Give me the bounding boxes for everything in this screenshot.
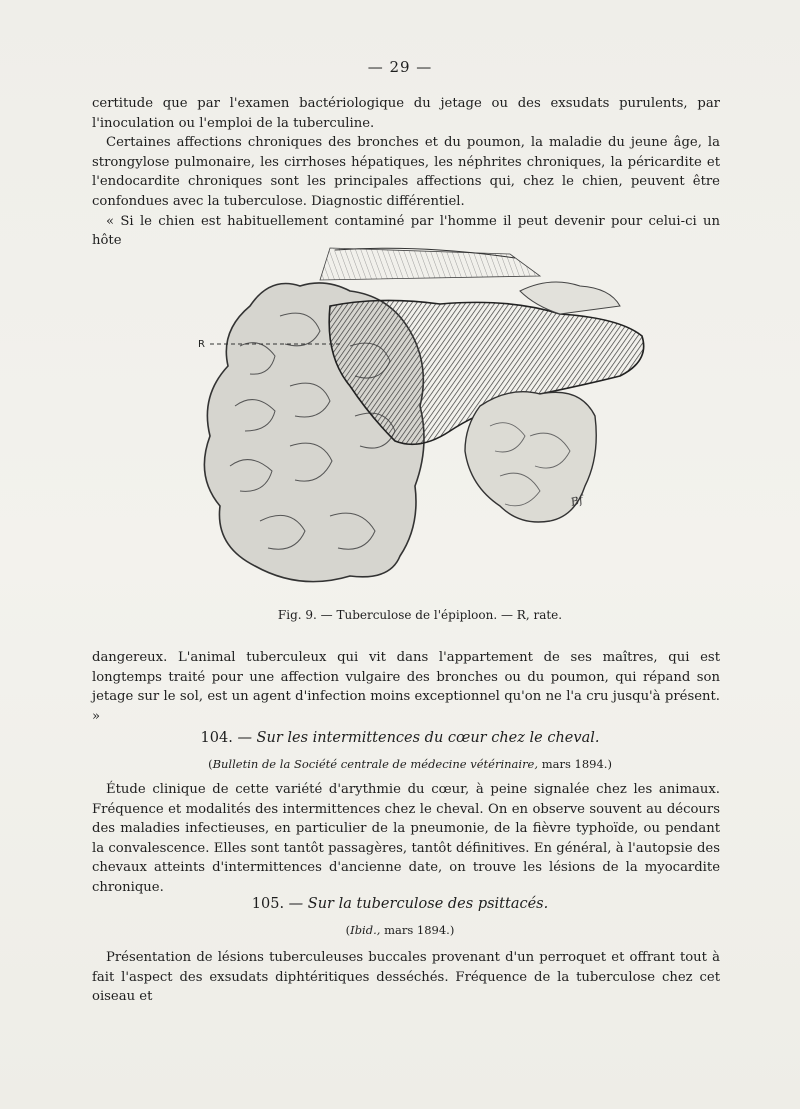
figure-caption: Fig. 9. — Tuberculose de l'épiploon. — R, rate.: [277, 608, 563, 622]
section-105-body-block: [92, 948, 720, 1007]
paragraph-after-figure: dangereux. L'animal tuberculeux qui vit dans l'appartement de ses maîtres, qui est longtemps traité pour une affection vulgaire des bronches ou du poumon, qui répand son jetage sur le sol, est un agent d'infection moins exceptionnel qu'on ne l'a cru jusqu'à présent. »: [92, 650, 720, 724]
section-104-body: Étude clinique de cette variété d'arythmie du cœur, à peine signalée chez les animaux. Fréquence et modalités des intermittences chez le cheval. On en observe souvent au décours des maladies infectieuses, en particulier de la pneumonie, de la fièvre typhoïde, ou pendant la convalescence. Elles sont tantôt passagères, tantôt définitives. En général, à l'autopsie des chevaux atteints d'intermittences d'ancienne date, on trouve les lésions de la myocardite chronique.: [92, 782, 720, 895]
figure-marker-r: R: [198, 339, 205, 350]
section-105-title: [0, 896, 800, 912]
fringe-strands: [320, 248, 540, 280]
section-104-title: [0, 730, 800, 746]
top-text-block: [92, 94, 720, 251]
section-104-source: (Bulletin de la Société centrale de médecine vétérinaire, mars 1894.): [208, 757, 612, 771]
paragraph-1: certitude que par l'examen bactériologique du jetage ou des exsudats purulents, par l'inoculation ou l'emploi de la tuberculine.: [92, 96, 720, 131]
section-105-journal: Ibid.,: [350, 923, 381, 937]
section-104-heading: — Sur les intermittences du cœur chez le cheval.: [237, 730, 600, 746]
after-figure-text: [92, 648, 720, 726]
section-104-number: 104.: [200, 730, 233, 746]
page-number: — 29 —: [367, 58, 433, 76]
section-105-body: Présentation de lésions tuberculeuses buccales provenant d'un perroquet et offrant tout à fait l'aspect des exsudats diphtéritiques desséchés. Fréquence de la tuberculose chez cet oiseau et: [92, 950, 720, 1005]
section-104-body-block: [92, 780, 720, 898]
section-105-date: mars 1894.: [384, 923, 450, 937]
section-105-heading: — Sur la tuberculose des psittacés.: [288, 896, 549, 912]
section-105-source: (Ibid., mars 1894.): [345, 923, 455, 937]
section-105-number: 105.: [251, 896, 285, 912]
paragraph-3: « Si le chien est habituellement contaminé par l'homme il peut devenir pour celui-ci un hôte: [92, 213, 720, 249]
engraver-signature: Bf: [569, 493, 585, 509]
paragraph-2: Certaines affections chroniques des bronches et du poumon, la maladie du jeune âge, la strongylose pulmonaire, les cirrhoses hépatiques, les néphrites chroniques, la péricardite et l'endocardite chroniques sont les principales affections qui, chez le chien, peuvent être confondues avec la tuberculose. Diagnostic différentiel.: [92, 135, 720, 209]
section-104-journal: Bulletin de la Société centrale de médecine vétérinaire,: [212, 757, 539, 771]
section-104-date: mars 1894.: [541, 757, 608, 771]
figure-9-illustration: [180, 236, 660, 606]
